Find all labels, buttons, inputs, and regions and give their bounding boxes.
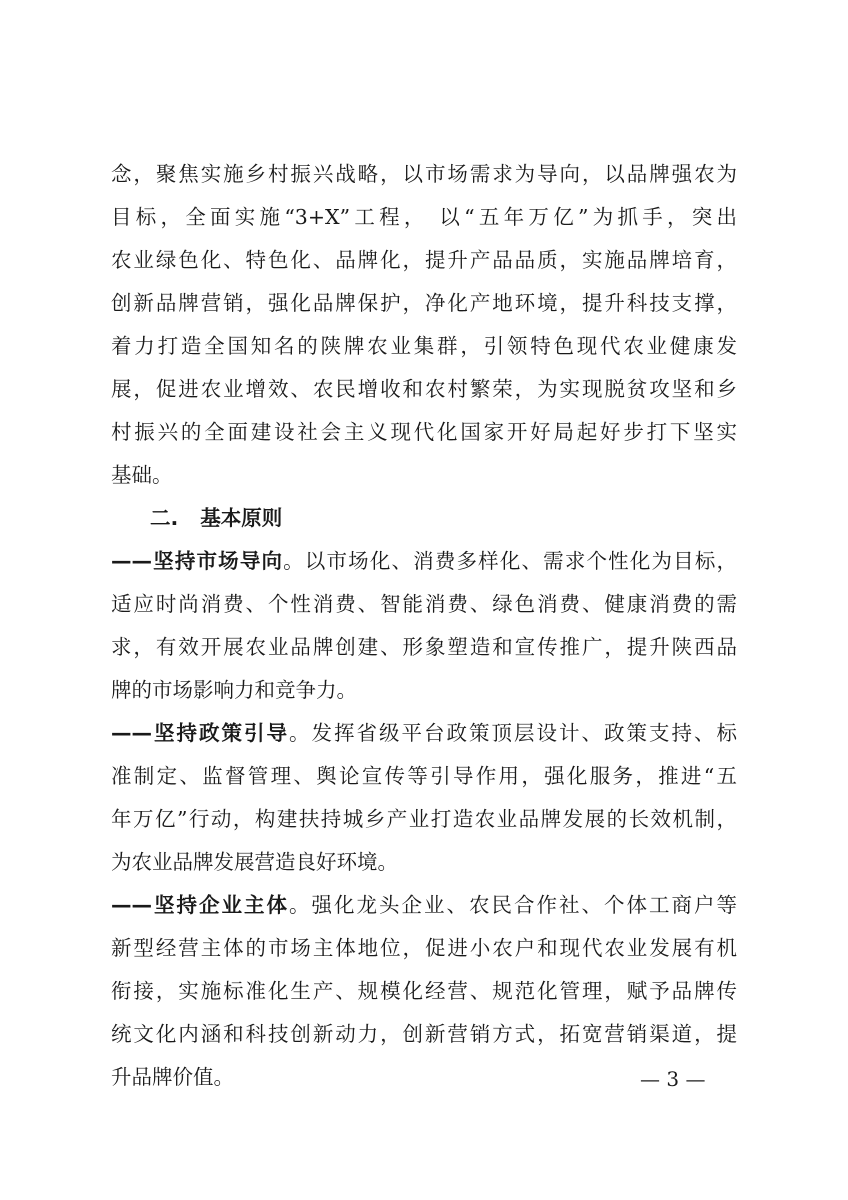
paragraph-line: 着力打造全国知名的陕牌农业集群，引领特色现代农业健康发 <box>111 334 737 358</box>
paragraph-line: 新型经营主体的市场主体地位，促进小农户和现代农业发展有机 <box>111 936 737 960</box>
principle-policy-lead: ——坚持政策引导 <box>111 721 289 745</box>
paragraph-line: 基础。 <box>111 463 173 487</box>
paragraph-line: 统文化内涵和科技创新动力，创新营销方式，拓宽营销渠道，提 <box>111 1022 737 1046</box>
paragraph-line: 目标，全面实施“3+X”工程， 以“五年万亿”为抓手，突出 <box>111 205 737 229</box>
principle-market-first-line <box>111 549 737 573</box>
paragraph-line: 牌的市场影响力和竞争力。 <box>111 678 357 702</box>
paragraph-line: 适应时尚消费、个性消费、智能消费、绿色消费、健康消费的需 <box>111 592 737 616</box>
paragraph-line: 年万亿”行动，构建扶持城乡产业打造农业品牌发展的长效机制， <box>111 807 737 831</box>
principle-enterprise-text: 。强化龙头企业、农民合作社、个体工商户等 <box>289 893 737 917</box>
principle-enterprise-first-line <box>111 893 737 917</box>
paragraph-line: 农业绿色化、特色化、品牌化，提升产品品质，实施品牌培育， <box>111 248 737 272</box>
section-heading <box>150 506 282 530</box>
paragraph-line: 村振兴的全面建设社会主义现代化国家开好局起好步打下坚实 <box>111 420 737 444</box>
principle-policy-text: 。发挥省级平台政策顶层设计、政策支持、标 <box>289 721 737 745</box>
section-number: 二. <box>150 506 179 530</box>
section-title: 基本原则 <box>200 506 283 530</box>
principle-policy-first-line <box>111 721 737 745</box>
paragraph-line: 为农业品牌发展营造良好环境。 <box>111 850 398 874</box>
paragraph-line: 展，促进农业增效、农民增收和农村繁荣，为实现脱贫攻坚和乡 <box>111 377 737 401</box>
page-number: — 3 — <box>640 1067 706 1091</box>
paragraph-line: 求，有效开展农业品牌创建、形象塑造和宣传推广，提升陕西品 <box>111 635 737 659</box>
paragraph-line: 创新品牌营销，强化品牌保护，净化产地环境，提升科技支撑， <box>111 291 737 315</box>
paragraph-line: 准制定、监督管理、舆论宣传等引导作用，强化服务，推进“五 <box>111 764 737 788</box>
principle-market-text: 。以市场化、消费多样化、需求个性化为目标， <box>283 549 738 573</box>
paragraph-line: 念，聚焦实施乡村振兴战略，以市场需求为导向，以品牌强农为 <box>111 162 737 186</box>
paragraph-line: 升品牌价值。 <box>111 1065 234 1089</box>
paragraph-line: 衔接，实施标准化生产、规模化经营、规范化管理，赋予品牌传 <box>111 979 737 1003</box>
principle-enterprise-lead: ——坚持企业主体 <box>111 893 289 917</box>
principle-market-lead: ——坚持市场导向 <box>111 549 284 573</box>
